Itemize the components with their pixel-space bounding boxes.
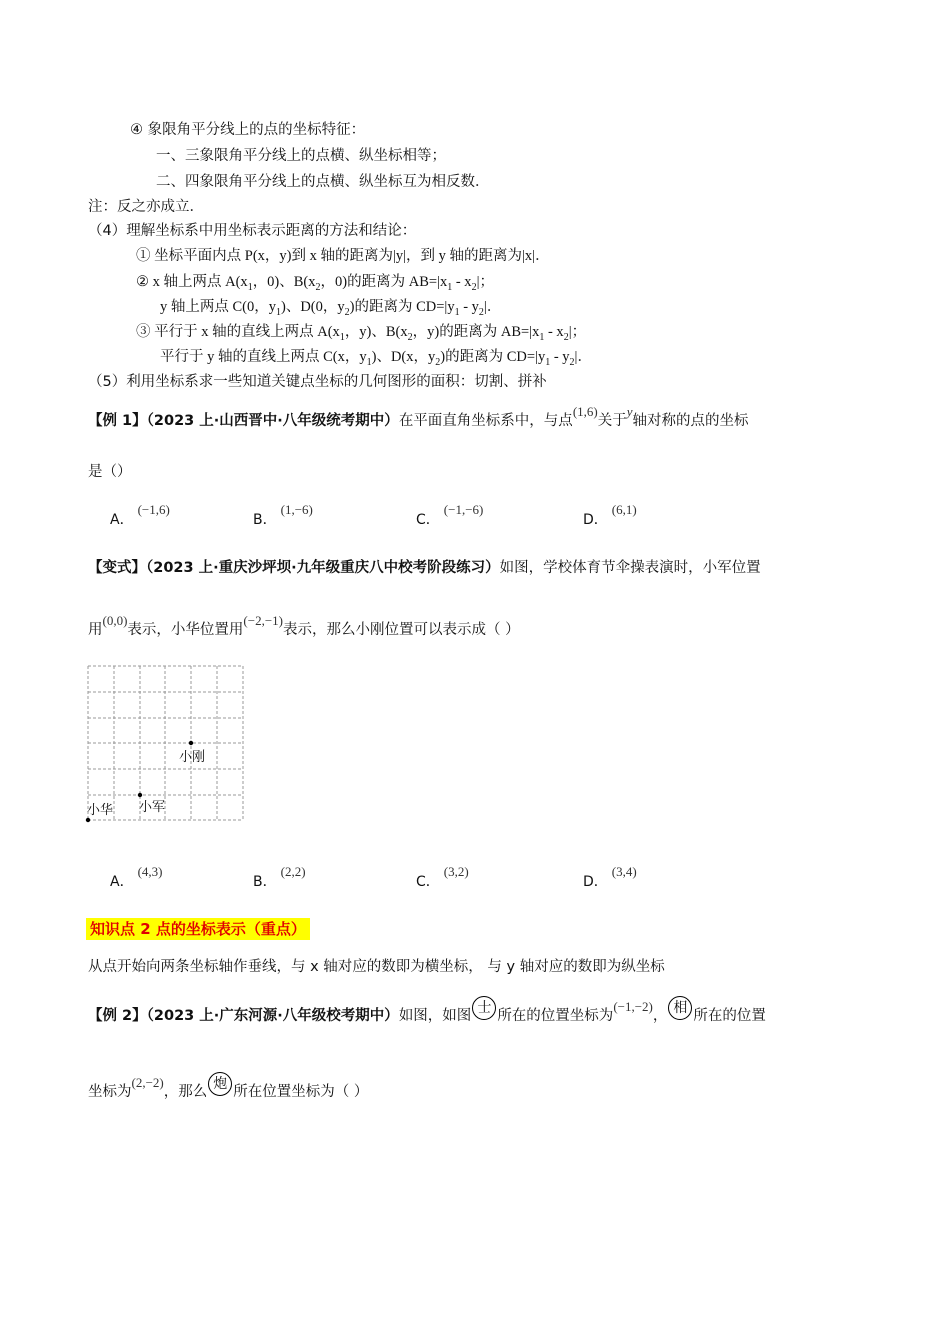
example1-point: (1,6) xyxy=(572,404,598,419)
example1-option-d[interactable]: D．(6,1) xyxy=(583,502,637,528)
example1-source: （2023 上·山西晋中·八年级统考期中） xyxy=(146,413,399,429)
variant-question: 【变式】（2023 上·重庆沙坪坝·九年级重庆八中校考阶段练习）如图，学校体育节伞操表演时，小军位置 xyxy=(88,560,761,576)
p4-item2b: y 轴上两点 C(0，$y_1$)、D(0，$y_2$)的距离为 $CD=|y_1 - y_2|$． xyxy=(160,299,502,318)
label-xiaojun: 小军 xyxy=(139,800,166,815)
variant-option-a[interactable]: A．(4,3) xyxy=(110,864,163,890)
example1-question-end: 是（） xyxy=(88,464,132,480)
example1-option-b[interactable]: B．(1,−6) xyxy=(253,502,313,528)
grid-lines xyxy=(88,666,243,820)
hua-dot xyxy=(86,818,90,822)
knowledge-point-2-heading: 知识点 2 点的坐标表示（重点） xyxy=(86,919,310,939)
chess-piece-pao: 炮 xyxy=(208,1072,232,1096)
example2-question: 【例 2】（2023 上·广东河源·八年级校考期中）如图，如图 士 所在的位置坐标为(−1,−2)， 相 所在的位置 xyxy=(88,1004,766,1028)
gang-dot xyxy=(189,741,193,745)
variant-option-c[interactable]: C．(3,2) xyxy=(416,864,469,890)
example2-source: （2023 上·广东河源·八年级校考期中） xyxy=(146,1008,399,1024)
note: 注：反之亦成立． xyxy=(88,199,204,215)
p4-item1: ① 坐标平面内点 P(x，y)到 x 轴的距离为|y|，到 y 轴的距离为|x|． xyxy=(136,248,550,264)
p5: （5）利用坐标系求一些知道关键点坐标的几何图形的面积：切割、拼补 xyxy=(88,374,547,390)
example2-question-line2: 坐标为(2,−2)，那么 炮 所在位置坐标为（ ） xyxy=(88,1080,368,1104)
variant-source: （2023 上·重庆沙坪坝·九年级重庆八中校考阶段练习） xyxy=(146,560,500,576)
label-xiaogang: 小刚 xyxy=(179,750,206,765)
item4-line2: 二、四象限角平分线上的点横、纵坐标互为相反数． xyxy=(156,174,490,190)
item4-line1: 一、三象限角平分线上的点横、纵坐标相等； xyxy=(156,148,446,164)
variant-option-d[interactable]: D．(3,4) xyxy=(583,864,637,890)
variant-option-b[interactable]: B．(2,2) xyxy=(253,864,306,890)
p4-item2a: ② x 轴上两点 $A(x_1$，0)、$B(x_2$，0)的距离为 $AB=|x_1 - x_2|$； xyxy=(136,274,494,293)
p4-item3a: ③ 平行于 x 轴的直线上两点 $A(x_1$，y)、$B(x_2$，y)的距离为 $AB=|x_1 - x_2|$； xyxy=(136,324,587,343)
item4-title: ④ 象限角平分线上的点的坐标特征： xyxy=(130,122,366,138)
example1-tag: 【例 1】 xyxy=(88,413,147,429)
chess-piece-shi: 士 xyxy=(472,996,496,1020)
example1-option-c[interactable]: C．(−1,−6) xyxy=(416,502,484,528)
variant-tag: 【变式】 xyxy=(88,560,146,576)
chess-piece-xiang: 相 xyxy=(668,996,692,1020)
example2-tag: 【例 2】 xyxy=(88,1008,147,1024)
knowledge-point-2-desc: 从点开始向两条坐标轴作垂线，与 x 轴对应的数即为横坐标， 与 y 轴对应的数即为纵坐标 xyxy=(88,959,665,975)
variant-question-line2: 用(0,0)表示，小华位置用(−2,−1)表示，那么小刚位置可以表示成（ ） xyxy=(88,613,520,638)
label-xiaohua: 小华 xyxy=(87,803,114,818)
p4-title: （4）理解坐标系中用坐标表示距离的方法和结论： xyxy=(88,223,417,239)
example1-question: 【例 1】（2023 上·山西晋中·八年级统考期中）在平面直角坐标系中，与点(1,6)关于y轴对称的点的坐标 xyxy=(88,404,749,429)
p4-item3b: 平行于 y 轴的直线上两点 C(x，$y_1$)、D(x，$y_2$)的距离为 $CD=|y_1 - y_2|$． xyxy=(160,349,592,368)
example1-option-a[interactable]: A．(−1,6) xyxy=(110,502,170,528)
